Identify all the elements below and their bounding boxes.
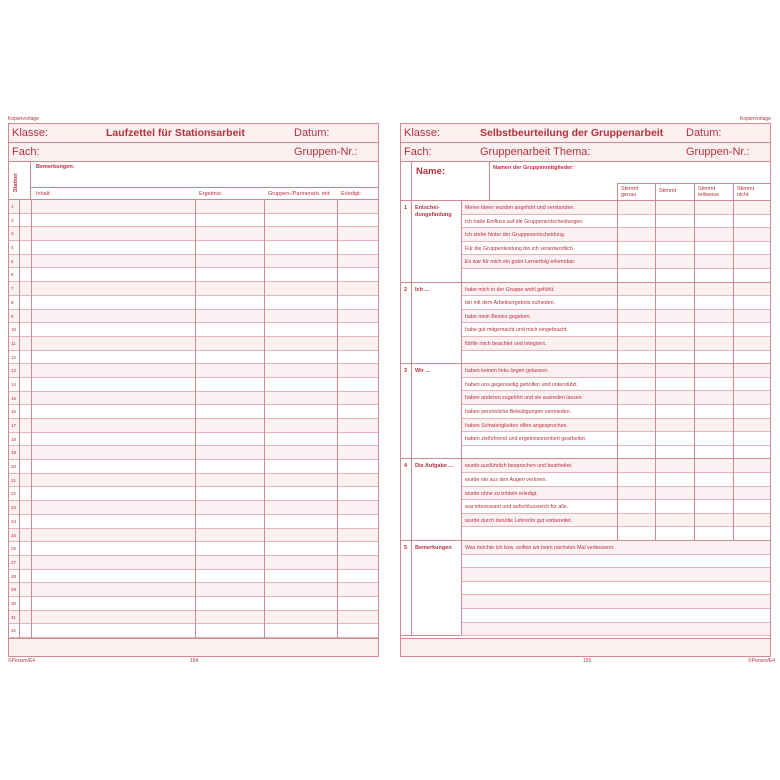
column-divider — [733, 201, 734, 282]
row-number: 1 — [11, 204, 14, 209]
copy-template-label-left: Kopiervorlage — [8, 116, 39, 122]
left-table-body — [9, 200, 378, 638]
section-5 — [401, 541, 770, 636]
right-header-row2 — [401, 143, 770, 162]
rating-stimmt-genau: Stimmt genau — [621, 186, 639, 198]
statement-text: wurde durch den/die Lehrer/in gut vorbereitet. — [465, 517, 573, 524]
statement-text: Was möchte ich bzw. sollten wir beim nächsten Mal verbessern: — [465, 545, 615, 551]
section-number: 3 — [404, 368, 408, 375]
rating-stimmt: Stimmt — [659, 188, 677, 194]
bemerkungen-label: Bemerkungen: — [36, 164, 75, 170]
left-footer: ©Persen/E4 — [8, 658, 36, 664]
row-number: 30 — [11, 600, 17, 606]
column-divider — [655, 459, 656, 540]
table-row — [9, 214, 378, 228]
table-row — [9, 556, 378, 570]
statement-text: haben persönliche Beleidigungen vermieden. — [465, 408, 572, 415]
statement-row — [461, 255, 770, 269]
column-divider — [411, 283, 412, 364]
column-divider — [461, 364, 462, 458]
column-divider — [195, 200, 196, 638]
station-label: Station — [13, 173, 19, 192]
column-divider — [31, 200, 32, 638]
row-number: 16 — [11, 409, 17, 415]
row-number: 2 — [11, 217, 14, 223]
fach-label-right: Fach: — [404, 146, 432, 158]
statement-text: Ich stehe hinter der Gruppenentscheidung. — [465, 232, 566, 239]
column-divider — [411, 201, 412, 282]
table-row — [9, 268, 378, 282]
statement-row — [461, 296, 770, 310]
table-row — [9, 515, 378, 529]
statement-row — [461, 378, 770, 392]
right-title: Selbstbeurteilung der Gruppenarbeit — [480, 127, 664, 139]
statement-text: war interessant und aufschlussreich für alle. — [465, 504, 569, 511]
station-header-cell — [9, 162, 31, 200]
gruppen-nr-label: Gruppen-Nr.: — [294, 146, 358, 158]
section-1 — [401, 201, 770, 283]
table-row — [9, 241, 378, 255]
statement-text: Meine Ideen wurden angehört und verstanden. — [465, 205, 575, 211]
table-row — [9, 323, 378, 337]
statement-row — [461, 582, 770, 596]
table-row — [9, 282, 378, 296]
column-divider — [694, 459, 695, 540]
statement-row — [461, 323, 770, 337]
table-row — [9, 487, 378, 501]
statement-text: haben anderen zugehört und sie ausreden lassen. — [465, 395, 584, 402]
table-row — [9, 419, 378, 433]
column-divider — [461, 201, 462, 282]
table-row — [9, 460, 378, 474]
statement-row — [461, 595, 770, 609]
row-number: 5 — [11, 258, 14, 264]
column-divider — [411, 459, 412, 540]
statement-row — [461, 201, 770, 215]
table-row — [9, 501, 378, 515]
column-divider — [617, 459, 618, 540]
statement-text: wurde ohne zu trödeln erledigt. — [465, 490, 538, 497]
right-bottom-band — [401, 638, 770, 656]
row-number: 15 — [11, 395, 17, 401]
section-label: Wir ... — [415, 368, 430, 375]
datum-label: Datum: — [294, 127, 330, 139]
table-row — [9, 227, 378, 241]
section-number: 1 — [404, 205, 408, 211]
statement-row — [461, 473, 770, 487]
gruppen-nr-label-right: Gruppen-Nr.: — [686, 146, 750, 158]
statement-row — [461, 405, 770, 419]
statement-row — [461, 364, 770, 378]
statement-text: haben uns gegenseitig geholfen und unterstützt. — [465, 381, 579, 388]
column-divider — [19, 200, 20, 638]
table-row — [9, 337, 378, 351]
statement-row — [461, 541, 770, 555]
statement-text: Für die Gruppenleistung bin ich verantwortlich. — [465, 245, 575, 252]
name-label: Name: — [416, 166, 446, 177]
right-header-row1 — [401, 124, 770, 143]
row-number: 6 — [11, 272, 14, 278]
klasse-label: Klasse: — [12, 127, 49, 139]
row-number: 10 — [11, 327, 17, 333]
rating-stimmt-teilweise: Stimmt teilweise — [698, 186, 720, 198]
row-number: 14 — [11, 381, 17, 387]
column-divider — [411, 541, 412, 635]
thema-label: Gruppenarbeit Thema: — [480, 146, 591, 158]
table-row — [9, 255, 378, 269]
row-number: 13 — [11, 368, 17, 374]
section-label: Ich ... — [415, 286, 430, 293]
column-divider — [337, 200, 338, 638]
row-number: 19 — [11, 450, 17, 456]
row-number: 18 — [11, 436, 17, 442]
table-row — [9, 433, 378, 447]
table-row — [9, 296, 378, 310]
section-label: Bemerkungen — [415, 545, 452, 551]
row-number: 3 — [11, 231, 14, 237]
table-row — [9, 542, 378, 556]
section-number: 4 — [404, 463, 408, 470]
column-divider — [461, 541, 462, 635]
statement-row — [461, 391, 770, 405]
klasse-label-right: Klasse: — [404, 127, 441, 139]
column-header-row — [31, 188, 378, 200]
statement-row — [461, 432, 770, 446]
row-number: 21 — [11, 477, 17, 483]
right-footer: ©Persen/E4 — [748, 658, 776, 664]
name-header — [401, 162, 770, 201]
table-row — [9, 474, 378, 488]
row-number: 26 — [11, 546, 17, 552]
statement-text: fühlte mich beachtet und integriert. — [465, 340, 547, 347]
row-number: 22 — [11, 491, 17, 497]
table-row — [9, 570, 378, 584]
column-divider — [617, 201, 618, 282]
column-divider — [264, 200, 265, 638]
row-number: 11 — [11, 340, 16, 346]
section-4 — [401, 459, 770, 541]
table-row — [9, 583, 378, 597]
row-number: 9 — [11, 313, 14, 319]
table-row — [9, 446, 378, 460]
table-row — [9, 378, 378, 392]
statement-row — [461, 568, 770, 582]
left-title: Laufzettel für Stationsarbeit — [106, 127, 245, 139]
statement-row — [461, 555, 770, 569]
row-number: 17 — [11, 423, 17, 428]
row-number: 23 — [11, 505, 17, 511]
column-divider — [694, 283, 695, 364]
right-page-number: 155 — [583, 658, 592, 664]
column-divider — [733, 283, 734, 364]
statement-text: habe mein Bestes gegeben. — [465, 313, 531, 320]
right-page — [400, 123, 771, 657]
column-divider — [411, 364, 412, 458]
table-row — [9, 200, 378, 214]
table-row — [9, 529, 378, 543]
table-row — [9, 310, 378, 324]
statement-text: habe gut mitgemacht und mich eingebracht. — [465, 327, 569, 334]
column-divider — [461, 459, 462, 540]
statement-row — [461, 623, 770, 637]
statement-text: wurde nie aus den Augen verloren. — [465, 476, 547, 483]
column-divider — [655, 364, 656, 458]
row-number: 24 — [11, 518, 17, 524]
copy-template-label-right: Kopiervorlage — [740, 116, 771, 122]
section-label: Entschei-dungsfindung — [415, 205, 452, 218]
statement-row — [461, 337, 770, 351]
left-page-number: 154 — [190, 658, 199, 664]
column-divider — [733, 364, 734, 458]
table-row — [9, 351, 378, 365]
statement-row — [461, 310, 770, 324]
col-ergebnis: Ergebnis: — [199, 191, 223, 197]
statement-row — [461, 242, 770, 256]
statement-text: haben zielführend und ergebnisorientiert gearbeitet. — [465, 436, 587, 443]
row-number: 12 — [11, 354, 17, 360]
row-number: 8 — [11, 299, 14, 305]
statement-row — [461, 215, 770, 229]
statement-text: habe mich in der Gruppe wohl gefühlt. — [465, 286, 555, 293]
gruppenmitglieder-label: Namen der Gruppenmitglieder: — [493, 165, 574, 171]
table-row — [9, 597, 378, 611]
column-divider — [694, 364, 695, 458]
rating-header — [617, 183, 770, 200]
table-row — [9, 392, 378, 406]
col-partner: Gruppen-/Partnerarb. mit: — [268, 191, 331, 197]
col-erledigt: Erledigt: — [341, 191, 362, 197]
row-number: 28 — [11, 573, 17, 579]
row-number: 27 — [11, 559, 17, 565]
datum-label-right: Datum: — [686, 127, 722, 139]
section-number: 2 — [404, 286, 408, 293]
left-bottom-band — [9, 638, 378, 656]
col-inhalt: Inhalt: — [36, 191, 51, 197]
row-number: 32 — [11, 628, 17, 634]
column-divider — [461, 283, 462, 364]
statement-row — [461, 283, 770, 297]
statement-text: haben keinen links liegen gelassen. — [465, 368, 549, 375]
section-2 — [401, 283, 770, 365]
statement-row — [461, 228, 770, 242]
left-page — [8, 123, 379, 657]
statement-text: wurde ausführlich besprochen und bearbeitet. — [465, 463, 573, 470]
column-divider — [733, 459, 734, 540]
section-number: 5 — [404, 545, 408, 551]
right-table-body — [401, 201, 770, 638]
row-number: 29 — [11, 587, 17, 593]
left-header-row2 — [9, 143, 378, 162]
column-divider — [617, 364, 618, 458]
bemerkungen-cell — [31, 162, 378, 188]
column-divider — [694, 201, 695, 282]
table-row — [9, 624, 378, 638]
row-number: 25 — [11, 532, 17, 538]
rating-stimmt-nicht: Stimmt nicht — [737, 186, 755, 198]
table-row — [9, 611, 378, 625]
statement-row — [461, 459, 770, 473]
statement-row — [461, 514, 770, 528]
statement-text: haben Schwierigkeiten offen angesprochen. — [465, 422, 568, 429]
statement-text: Es war für mich ein guter Lernerfolg erkennbar. — [465, 259, 576, 266]
statement-row — [461, 419, 770, 433]
column-divider — [617, 283, 618, 364]
statement-row — [461, 609, 770, 623]
statement-row — [461, 500, 770, 514]
column-divider — [655, 201, 656, 282]
row-number: 20 — [11, 464, 17, 470]
table-row — [9, 364, 378, 378]
statement-row — [461, 487, 770, 501]
fach-label: Fach: — [12, 146, 40, 158]
row-number: 31 — [11, 614, 17, 620]
section-3 — [401, 364, 770, 459]
row-number: 4 — [11, 245, 14, 251]
column-divider — [655, 283, 656, 364]
statement-text: bin mit dem Arbeitsergebnis zufrieden. — [465, 300, 556, 307]
statement-text: Ich hatte Einfluss auf die Gruppenentscheidungen. — [465, 218, 584, 225]
section-label: Die Aufgabe ... — [415, 463, 453, 470]
row-number: 7 — [11, 286, 14, 292]
left-header-row1 — [9, 124, 378, 143]
table-row — [9, 405, 378, 419]
